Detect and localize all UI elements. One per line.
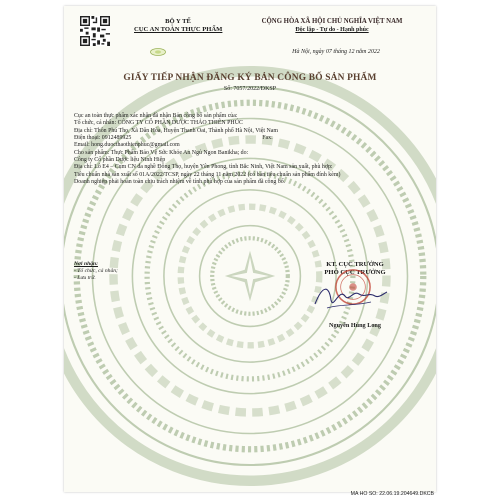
issue-date: Hà Nội, ngày 07 tháng 12 năm 2022 <box>292 49 380 55</box>
document-page <box>64 6 436 492</box>
phone-value: Điện thoại: 0912489925 <box>74 135 132 142</box>
product-line: Cho sản phẩm: Thực Phẩm Bảo Vệ Sức Khỏe An Ngủ Ngon Banikha; do: <box>74 149 249 156</box>
handwritten-signature-icon <box>309 274 389 316</box>
country-name: CỘNG HÒA XÃ HỘI CHỦ NGHĨA VIỆT NAM <box>261 18 403 25</box>
document-body <box>74 113 424 186</box>
intro-line: Cục an toàn thực phẩm xác nhận đã nhận Bản công bố sản phẩm của: <box>74 113 238 119</box>
motto: Độc lập - Tự do - Hạnh phúc <box>295 27 369 33</box>
recipient-item: - Lưu trữ. <box>74 274 96 281</box>
recipients-block <box>74 261 118 281</box>
qr-code-icon <box>80 16 110 46</box>
department-name: CỤC AN TOÀN THỰC PHẨM <box>134 26 223 33</box>
document-title: GIẤY TIẾP NHẬN ĐĂNG KÝ BẢN CÔNG BỐ SẢN PHẨM <box>123 73 377 83</box>
email-line: Email: hong.duocthaothienphuc@gmail.com <box>74 142 180 149</box>
standard-line: Tiêu chuẩn nhà sản xuất số 01A/2022/TCSP, ngày 22 tháng 11 năm 2022 (có bản tiêu chuẩn sản phẩm đính kèm) <box>74 171 341 178</box>
signer-role-line2: PHÓ CỤC TRƯỞNG <box>324 269 386 276</box>
recipients-heading: Nơi nhận: <box>74 261 98 267</box>
ministry-name: BỘ Y TẾ <box>165 18 191 25</box>
national-motto <box>234 18 430 34</box>
fax-value: Fax: <box>262 135 273 142</box>
document-number: Số: 7057/2022/ĐKSP <box>223 86 277 92</box>
issuing-authority <box>134 18 222 34</box>
signer-name: Nguyễn Hùng Long <box>329 322 381 329</box>
signer-role-line1: KT. CỤC TRƯỞNG <box>326 261 384 268</box>
ministry-logo-icon <box>150 48 166 56</box>
recipient-item: - Tổ chức, cá nhân; <box>74 267 118 274</box>
dossier-code: MA HO SO: 22.06.19.204649.DKCB <box>350 491 434 497</box>
manufacturer-address: Địa chỉ: Lô E4 – Cụm CN đa nghề Đông Thọ, huyện Yên Phong, tỉnh Bắc Ninh, Việt Nam sản xuất, phù hợp: <box>74 164 333 171</box>
organization-line: Tổ chức, cá nhân: CÔNG TY CỔ PHẦN DƯỢC THẢO THIÊN PHÚC <box>74 120 243 127</box>
contact-line <box>74 135 424 142</box>
responsibility-line: Doanh nghiệp phải hoàn toàn chịu trách nhiệm về tính phù hợp của sản phẩm đã công bố. <box>74 179 286 186</box>
manufacturer-line: Công ty Cổ phần Dược liệu Ninh Hiệp <box>74 157 166 164</box>
address-line: Địa chỉ: Thôn Phú Thọ, Xã Dân Hòa, Huyện Thanh Oai, Thành phố Hà Nội, Việt Nam <box>74 127 278 134</box>
